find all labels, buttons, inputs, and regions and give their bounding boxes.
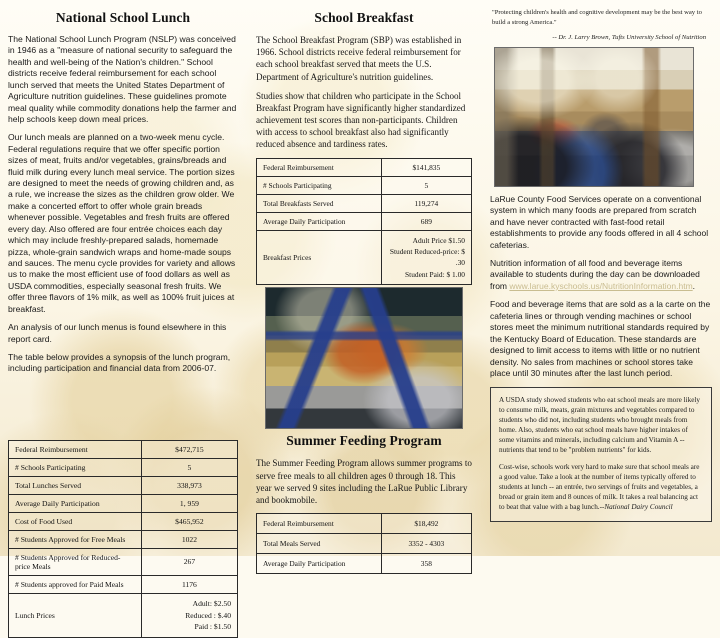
summer-statistics-table bbox=[256, 513, 472, 574]
page-title-school-breakfast: School Breakfast bbox=[314, 10, 414, 25]
lunch-paragraph-4: The table below provides a synopsis of the lunch program, including participation and financial data from 2006-07. bbox=[8, 351, 231, 374]
lunch-paragraph-3: An analysis of our lunch menus is found elsewhere in this report card. bbox=[8, 322, 227, 344]
table-row-value: 119,274 bbox=[381, 194, 471, 212]
lunch-table-row bbox=[9, 476, 238, 494]
column-quote-photo-and-notes bbox=[480, 0, 720, 556]
table-row-label: Federal Reimbursement bbox=[257, 514, 382, 534]
lunch-table-row bbox=[9, 440, 238, 458]
lunch-table-row bbox=[9, 530, 238, 548]
quote-text: "Protecting children's health and cognitive development may be the best way to build a strong America." bbox=[492, 9, 702, 26]
lunch-table-wrapper bbox=[8, 440, 238, 638]
serveline-photo-detail bbox=[266, 288, 462, 428]
summer-body-text bbox=[256, 457, 472, 506]
food-services-paragraph: LaRue County Food Services operate on a conventional system in which many foods are prepared from scratch and have never contracted with fast-food retail establishments to provide any foods offered in all 4 school cafeterias. bbox=[490, 193, 709, 250]
breakfast-statistics-table bbox=[256, 158, 472, 286]
table-row-value: $465,952 bbox=[141, 512, 237, 530]
nutrition-information-link[interactable]: www.larue.kyschools.us/NutritionInformation.htm bbox=[509, 280, 693, 291]
column-school-breakfast-and-summer bbox=[248, 0, 480, 569]
table-row-label: Federal Reimbursement bbox=[257, 158, 382, 176]
usda-study-callout-box bbox=[490, 387, 712, 522]
summer-table-row bbox=[257, 534, 472, 554]
quote-attribution: -- Dr. J. Larry Brown, Tufts University School of Nutrition bbox=[552, 34, 706, 42]
breakfast-paragraph-2: Studies show that children who participate in the School Breakfast Program have significantly higher standardized achievement test scores than non-participants. Children with access to school breakfast also had significantly reduced absence and tardiness rates. bbox=[256, 90, 466, 150]
table-row-label: Federal Reimbursement bbox=[9, 440, 142, 458]
table-row-label: # Students approved for Paid Meals bbox=[9, 575, 142, 593]
table-row-value: 5 bbox=[381, 176, 471, 194]
table-row-label: Breakfast Prices bbox=[257, 230, 382, 285]
page-title-summer-feeding-program: Summer Feeding Program bbox=[286, 433, 442, 449]
breakfast-table-row bbox=[257, 158, 472, 176]
lunch-statistics-table bbox=[8, 440, 238, 638]
lunch-table-row bbox=[9, 494, 238, 512]
table-row-value: Adult Price $1.50 Student Reduced-price: $ .30 Student Paid: $ 1.00 bbox=[381, 230, 471, 285]
table-row-value: 1, 959 bbox=[141, 494, 237, 512]
table-row-label: # Schools Participating bbox=[257, 176, 382, 194]
breakfast-table-row bbox=[257, 176, 472, 194]
summer-table-row bbox=[257, 514, 472, 534]
table-row-label: Cost of Food Used bbox=[9, 512, 142, 530]
summer-table-row bbox=[257, 554, 472, 574]
table-row-label: Total Meals Served bbox=[257, 534, 382, 554]
nutrition-quote-block bbox=[490, 6, 712, 43]
table-row-value: 3352 - 4303 bbox=[381, 534, 471, 554]
right-column-body-text bbox=[490, 194, 712, 380]
link-period: . bbox=[692, 280, 696, 291]
summer-paragraph-1: The Summer Feeding Program allows summer programs to serve free meals to all children ages 0 through 18. This year we served 9 sites including the LaRue Public Library and bookmobile. bbox=[256, 458, 472, 505]
column-national-school-lunch bbox=[0, 0, 248, 632]
a-la-carte-paragraph: Food and beverage items that are sold as a la carte on the cafeteria lines or through vending machines or school stores meet the minimum nutritional standards required by the Kentucky Board of Education. These standards are designed to limit access to items with little or no nutrient density. No sales from machines or school stores take place until 30 minutes after the last lunch period. bbox=[490, 299, 711, 379]
lunch-table-row bbox=[9, 593, 238, 637]
school-cafeteria-dining-room-photo bbox=[494, 47, 694, 187]
usda-paragraph-2 bbox=[499, 462, 703, 512]
table-row-label: Average Daily Participation bbox=[257, 212, 382, 230]
table-row-value: $18,492 bbox=[381, 514, 471, 534]
lunch-table-row bbox=[9, 512, 238, 530]
breakfast-table-row bbox=[257, 230, 472, 285]
breakfast-paragraph-1: The School Breakfast Program (SBP) was established in 1966. School districts receive federal reimbursement for each school breakfast served that meets the U.S. Department of Agriculture's nutrition guidelines. bbox=[256, 35, 462, 82]
table-row-value: 267 bbox=[141, 548, 237, 575]
table-row-value: $141,835 bbox=[381, 158, 471, 176]
table-row-label: # Students Approved for Reduced-price Meals bbox=[9, 548, 142, 575]
table-row-value: 1176 bbox=[141, 575, 237, 593]
cafeteria-photo-detail bbox=[495, 48, 693, 186]
cafeteria-serving-line-photo bbox=[265, 287, 463, 429]
table-row-label: Average Daily Participation bbox=[257, 554, 382, 574]
lunch-table-row bbox=[9, 548, 238, 575]
breakfast-table-row bbox=[257, 194, 472, 212]
lunch-body-text bbox=[8, 34, 238, 375]
table-row-value: 1022 bbox=[141, 530, 237, 548]
table-row-label: Total Breakfasts Served bbox=[257, 194, 382, 212]
usda-paragraph-2-text: Cost-wise, schools work very hard to make sure that school meals are a good value. Take a look at the number of items typically offered to students at lunch -- an entrée, two servings of fruits and vegetables, a bread or grain item and 8 ounces of milk. It takes a real balancing act to beat that value with a bag lunch.-- bbox=[499, 463, 700, 512]
nutrition-info-lead: Nutrition information of all food and beverage items available to students during the day can be downloaded from bbox=[490, 257, 700, 291]
table-row-label: Average Daily Participation bbox=[9, 494, 142, 512]
table-row-label: # Students Approved for Free Meals bbox=[9, 530, 142, 548]
table-row-value: 5 bbox=[141, 458, 237, 476]
nutrition-info-paragraph bbox=[490, 258, 712, 292]
lunch-table-row bbox=[9, 458, 238, 476]
page-title-national-school-lunch: National School Lunch bbox=[55, 10, 191, 25]
table-row-label: Lunch Prices bbox=[9, 593, 142, 637]
table-row-label: Total Lunches Served bbox=[9, 476, 142, 494]
lunch-paragraph-2: Our lunch meals are planned on a two-week menu cycle. Federal regulations require that we offer specific portion sizes of meat, fruits and/or vegetables, grains/breads and fluid milk during every lunch meal service. The portion sizes are designed to meet the needs of growing children and, as a rule, we increase the sizes as the children grow older. We make a concerted effort to offer whole grain breads whenever possible. Vegetables and fresh fruits are offered every day. Also offered are four entrée choices each day which may include freshly-prepared salads, homemade pizza, whole-grain sandwich wraps and home-made soups and sauces. The menu cycle provides for variety and allows us to make the most efficient use of food dollars as well as USDA commodities, especially seasonal fresh fruits. We offer three flavors of 1% milk, as well as 100% fruit juices at breakfast. bbox=[8, 132, 236, 314]
breakfast-table-row bbox=[257, 212, 472, 230]
lunch-table-spacer bbox=[8, 382, 238, 438]
lunch-paragraph-1: The National School Lunch Program (NSLP) was conceived in 1946 as a "measure of national security to safeguard the health and well-being of the Nation's children." School districts receive federal reimbursement for each school lunch served that meets the United States Department of Agriculture nutrition guidelines. These guidelines promote meal quality while commodity donations help the farmer and help schools keep down meal prices. bbox=[8, 34, 237, 124]
usda-paragraph-1: A USDA study showed students who eat school meals are more likely to consume milk, meats, grain mixtures and vegetables compared to students who did not, including students who brought meals from home. Also, students who eat school meals have higher intakes of some vitamins and minerals, including calcium and Vitamin A -- nutrients that tend to be "problem nutrients" for kids. bbox=[499, 395, 701, 455]
usda-citation: National Dairy Council bbox=[604, 503, 673, 512]
table-row-value: $472,715 bbox=[141, 440, 237, 458]
table-row-value: Adult: $2.50 Reduced : $.40 Paid : $1.50 bbox=[141, 593, 237, 637]
table-row-value: 689 bbox=[381, 212, 471, 230]
table-row-label: # Schools Participating bbox=[9, 458, 142, 476]
table-row-value: 338,973 bbox=[141, 476, 237, 494]
table-row-value: 358 bbox=[381, 554, 471, 574]
lunch-table-row bbox=[9, 575, 238, 593]
breakfast-body-text bbox=[256, 34, 472, 151]
